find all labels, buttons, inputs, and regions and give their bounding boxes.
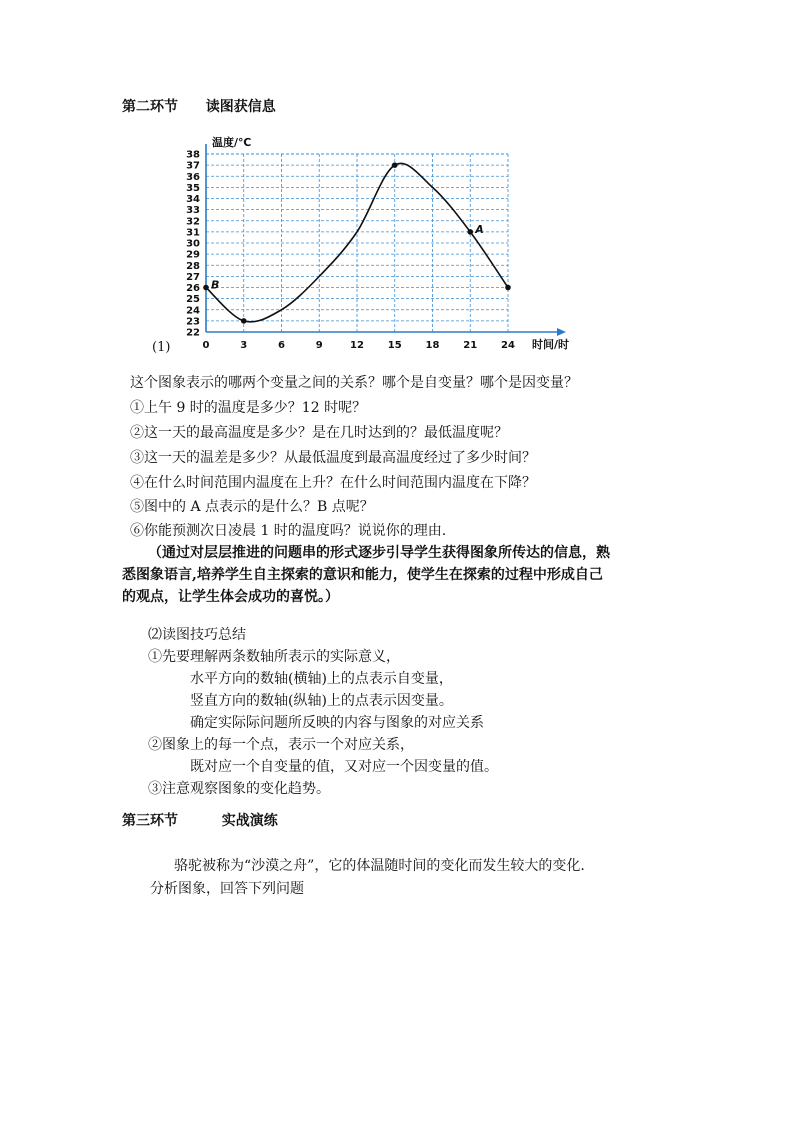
y-tick-label: 37 — [186, 160, 200, 172]
question-item: ③这一天的温差是多少？从最低温度到最高温度经过了多少时间？ — [130, 450, 536, 466]
tips-subitem: 确定实际际问题所反映的内容与图象的对应关系 — [190, 715, 484, 731]
tips-item: ②图象上的每一个点，表示一个对应关系， — [148, 737, 414, 753]
note-line: （通过对层层推进的问题串的形式逐步引导学生获得图象所传达的信息，熟 — [148, 545, 610, 561]
x-tick-label: 18 — [425, 340, 440, 351]
tips-item: ③注意观察图象的变化趋势。 — [148, 781, 330, 797]
x-tick-label: 0 — [202, 340, 210, 351]
question-item: ①上午 9 时的温度是多少？12 时呢？ — [130, 400, 367, 416]
chart-svg — [148, 122, 588, 362]
question-intro: 这个图象表示的哪两个变量之间的关系？哪个是自变量？哪个是因变量？ — [130, 375, 578, 391]
y-tick-label: 31 — [186, 227, 200, 239]
x-tick-label: 9 — [315, 340, 323, 351]
y-tick-label: 30 — [186, 238, 200, 250]
y-tick-label: 23 — [186, 316, 200, 328]
x-tick-label: 24 — [501, 340, 515, 351]
data-point — [467, 229, 473, 235]
x-axis-label: 时间/时 — [532, 338, 570, 351]
y-tick-label: 38 — [186, 149, 200, 161]
y-tick-label: 25 — [186, 294, 200, 306]
x-axis-arrow — [557, 328, 566, 336]
y-tick-label: 22 — [186, 327, 200, 339]
question-item: ⑤图中的 A 点表示的是什么？B 点呢？ — [130, 499, 374, 515]
section-title: 实战演练 — [221, 813, 278, 829]
y-tick-label: 32 — [186, 216, 200, 228]
data-point — [392, 162, 398, 168]
x-tick-label: 15 — [387, 340, 402, 351]
y-tick-label: 27 — [186, 271, 200, 283]
note-line: 的观点，让学生体会成功的喜悦。） — [122, 589, 339, 605]
question-item: ⑥你能预测次日凌晨 1 时的温度吗？说说你的理由. — [130, 523, 447, 539]
temperature-chart — [148, 122, 588, 362]
point-label: B — [211, 278, 220, 292]
x-tick-label: 3 — [240, 340, 248, 351]
y-tick-label: 28 — [186, 260, 200, 272]
section-heading — [122, 96, 276, 116]
tips-title: ⑵读图技巧总结 — [148, 627, 246, 643]
y-tick-label: 36 — [186, 171, 200, 183]
tips-subitem: 水平方向的数轴(横轴)上的点表示自变量， — [190, 671, 453, 687]
question-item: ④在什么时间范围内温度在上升？在什么时间范围内温度在下降？ — [130, 475, 536, 491]
x-tick-label: 21 — [463, 340, 478, 351]
point-label: A — [475, 222, 484, 236]
y-tick-label: 35 — [186, 182, 200, 194]
tips-subitem: 竖直方向的数轴(纵轴)上的点表示因变量。 — [190, 693, 453, 709]
data-point — [203, 285, 209, 291]
practice-line: 分析图象，回答下列问题 — [150, 881, 304, 897]
y-tick-label: 24 — [186, 305, 200, 317]
y-tick-label: 34 — [186, 194, 200, 205]
section-title: 读图获信息 — [205, 99, 276, 115]
y-tick-label: 26 — [186, 283, 200, 294]
note-line: 悉图象语言,培养学生自主探索的意识和能力，使学生在探索的过程中形成自己 — [122, 567, 603, 583]
section-label: 第三环节 — [122, 813, 178, 829]
x-tick-label: 12 — [350, 340, 364, 351]
y-axis-label: 温度/℃ — [212, 136, 252, 149]
x-tick-label: 6 — [278, 340, 285, 351]
data-point — [241, 318, 247, 324]
chart-caption: (1) — [152, 340, 171, 355]
tips-subitem: 既对应一个自变量的值，又对应一个因变量的值。 — [190, 759, 498, 775]
y-tick-label: 33 — [186, 205, 200, 217]
question-item: ②这一天的最高温度是多少？是在几时达到的？最低温度呢？ — [130, 425, 508, 441]
y-tick-label: 29 — [186, 249, 200, 261]
tips-item: ①先要理解两条数轴所表示的实际意义， — [148, 649, 400, 665]
section-heading — [122, 810, 278, 830]
section-label: 第二环节 — [122, 99, 178, 115]
data-point — [505, 285, 511, 291]
practice-line: 骆驼被称为“沙漠之舟”，它的体温随时间的变化而发生较大的变化. — [174, 858, 585, 874]
